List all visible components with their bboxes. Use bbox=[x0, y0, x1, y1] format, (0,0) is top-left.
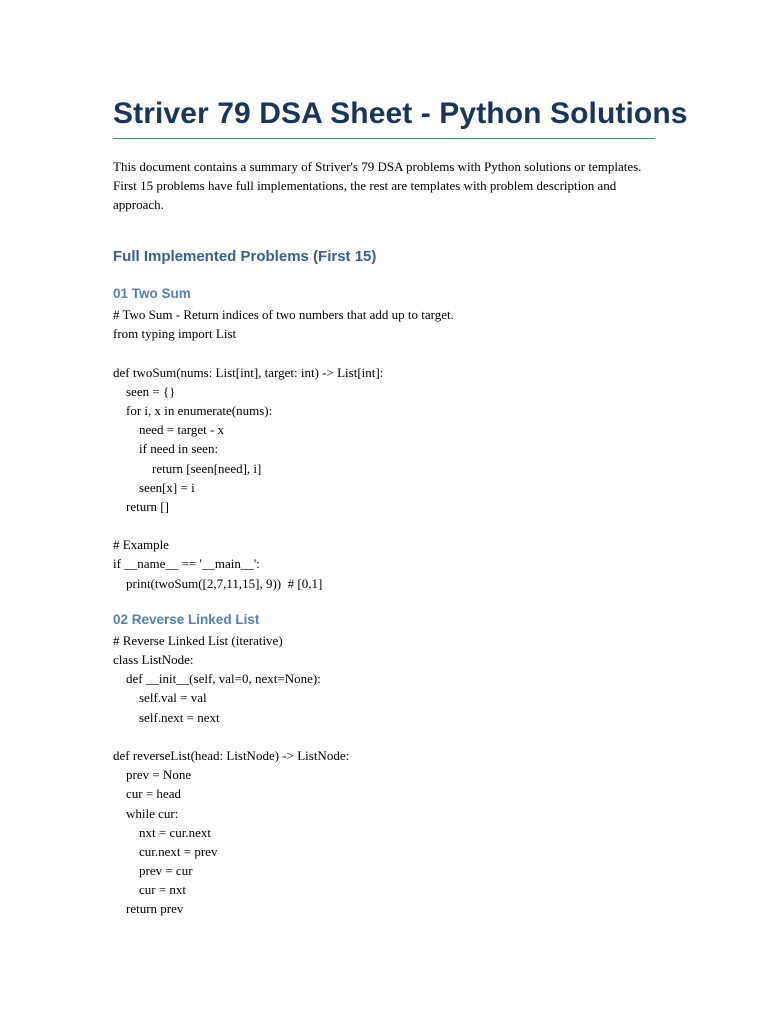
code-line: # Reverse Linked List (iterative) bbox=[113, 632, 283, 648]
document-title: Striver 79 DSA Sheet - Python Solutions bbox=[113, 94, 655, 139]
code-line: return [seen[need], i] bbox=[113, 460, 262, 476]
code-line: # Example bbox=[113, 537, 169, 553]
code-block bbox=[113, 305, 655, 593]
intro-paragraph: This document contains a summary of Striver's 79 DSA problems with Python solutions or templates. First 15 problems have full implementations, the rest are templates with problem description and approach. bbox=[113, 159, 642, 212]
code-line: return prev bbox=[113, 901, 184, 917]
code-line: def reverseList(head: ListNode) -> ListNode: bbox=[113, 747, 350, 763]
code-line: from typing import List bbox=[113, 326, 237, 342]
code-line: nxt = cur.next bbox=[113, 824, 211, 840]
document-page bbox=[113, 94, 688, 919]
code-line: return [] bbox=[113, 498, 169, 514]
code-line: seen[x] = i bbox=[113, 479, 195, 495]
code-block bbox=[113, 631, 655, 919]
problem-heading: 02 Reverse Linked List bbox=[113, 611, 260, 627]
code-line: cur = nxt bbox=[113, 882, 187, 898]
code-line: def __init__(self, val=0, next=None): bbox=[113, 671, 321, 687]
code-line: # Two Sum - Return indices of two numbers that add up to target. bbox=[113, 307, 454, 322]
code-line: if __name__ == '__main__': bbox=[113, 556, 260, 572]
code-line: while cur: bbox=[113, 805, 179, 821]
code-line: need = target - x bbox=[113, 422, 225, 438]
code-line bbox=[113, 516, 655, 535]
code-line: if need in seen: bbox=[113, 441, 219, 457]
code-line bbox=[113, 727, 655, 746]
code-line: prev = cur bbox=[113, 863, 193, 879]
code-line bbox=[113, 343, 655, 362]
code-line: self.val = val bbox=[113, 690, 207, 706]
code-line: self.next = next bbox=[113, 709, 220, 725]
code-line: prev = None bbox=[113, 767, 192, 783]
problem-heading: 01 Two Sum bbox=[113, 286, 191, 301]
code-line: for i, x in enumerate(nums): bbox=[113, 402, 273, 418]
code-line: class ListNode: bbox=[113, 652, 194, 667]
code-line: cur.next = prev bbox=[113, 843, 218, 859]
section-heading: Full Implemented Problems (First 15) bbox=[113, 248, 377, 265]
code-line: cur = head bbox=[113, 786, 181, 802]
code-line: seen = {} bbox=[113, 383, 176, 399]
code-line: print(twoSum([2,7,11,15], 9)) # [0,1] bbox=[113, 575, 323, 591]
problem-01 bbox=[113, 284, 655, 593]
code-line: def twoSum(nums: List[int], target: int) -> List[int]: bbox=[113, 364, 384, 380]
problem-02 bbox=[113, 610, 655, 919]
